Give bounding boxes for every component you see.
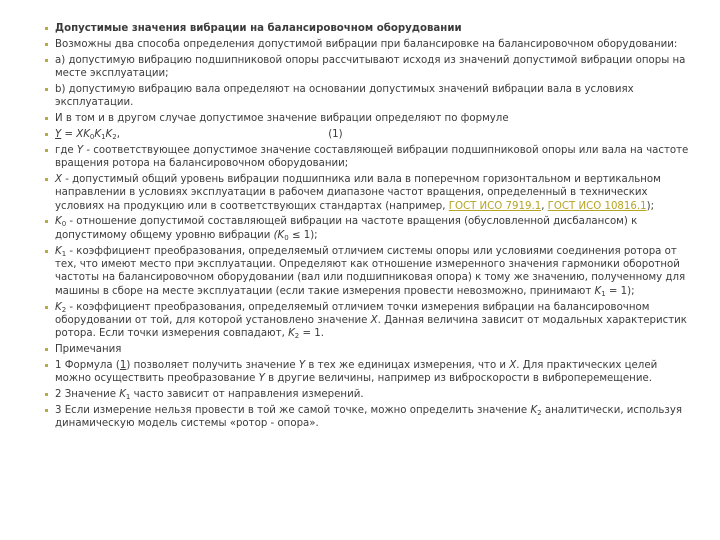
k0-sub: 0 (61, 220, 67, 229)
formula-eq: = (61, 128, 77, 140)
list-item (45, 404, 690, 431)
formula-y: Y (55, 128, 62, 140)
bullet-icon (45, 348, 48, 351)
note2-sub: 1 (125, 393, 131, 402)
formula-item (45, 128, 690, 141)
note1-y2: Y (258, 373, 265, 385)
bullet-icon (45, 149, 48, 152)
k2-def-text: - коэффициент преобразования, определяемый отличием точки измерения вибрации на балансировочном оборудовании от той, для которой установлено значение (55, 301, 650, 327)
notes-heading: Примечания (55, 344, 122, 356)
var-k0: K (55, 216, 62, 228)
formula-intro-text: И в том и в другом случае допустимое значение вибрации определяют по формуле (55, 113, 509, 124)
method-b-text: b) допустимую вибрацию вала определяют на основании допустимых значений вибрации вала в условиях эксплуатации. (55, 83, 634, 109)
formula-k1: K (94, 128, 102, 140)
note3-sub: 2 (537, 409, 542, 418)
k1-def-text: - коэффициент преобразования, определяемый отличием системы опоры или условиями соединения ротора от тех, что имеют место при эксплуатации. Определяют как отношение измеренного значения гармоники оборотной частоты на балансировочном оборудовании (вал или подшипниковая опора) к тому же значению, полученному для машины в сборе на месте эксплуатации (если такие измерения провести невозможно, принимают (55, 245, 686, 297)
link-separator: , (541, 200, 548, 212)
bullet-icon (45, 250, 48, 253)
k2-eq-sub: 2 (294, 332, 300, 341)
k2-sub: 2 (61, 305, 67, 314)
list-item (45, 83, 690, 110)
bullet-icon (45, 27, 48, 30)
k1-sub: 1 (61, 249, 67, 258)
var-y: Y (76, 144, 84, 156)
k2-def-text2: . Данная величина зависит от модальных характеристик ротора. Если точки измерения совпадают, (55, 315, 687, 340)
note1-text: ) позволяет получить значение (126, 360, 299, 372)
note3-var: K (530, 405, 538, 417)
formula-k2: K (105, 128, 113, 140)
var-k1: K (55, 245, 62, 257)
k0-paren: (K (273, 229, 285, 241)
list-item (45, 359, 690, 386)
var-k2: K (55, 301, 62, 313)
list-item (45, 54, 690, 81)
list-item (45, 38, 690, 51)
list-item (45, 112, 690, 125)
k0-def-text: - отношение допустимой составляющей вибрации на частоте вращения (обусловленной дисбалансом) к допустимому общему уровню вибрации (55, 216, 638, 241)
note1-text2: в тех же единицах измерения, что и (305, 360, 510, 372)
formula-k2-sub: 2 (112, 132, 117, 141)
k2-eq-end: = 1. (299, 328, 324, 340)
note1-text4: в другие величины, например из виброскорости в виброперемещение. (264, 373, 652, 385)
note3-text: 3 Если измерение нельзя провести в той же самой точке, можно определить значение (55, 405, 531, 417)
formula-number: (1) (328, 128, 343, 140)
list-item (45, 343, 690, 356)
x-def-text: - допустимый общий уровень вибрации подшипника или вала в поперечном горизонтальном и вертикальном направлении в условиях эксплуатации в рабочем диапазоне частот вращения, определенный в технических условиях на продукцию или в соответствующих стандартах (например, (55, 173, 661, 212)
bullet-list (45, 22, 690, 431)
list-item (45, 144, 690, 171)
formula-tail: , (116, 128, 120, 140)
formula-ref-link[interactable]: 1 (119, 360, 127, 372)
gost-10816-link[interactable]: ГОСТ ИСО 10816.1 (547, 200, 647, 212)
bullet-icon (45, 178, 48, 181)
k2-eq-var: K (288, 328, 295, 340)
x-def-end: ); (646, 200, 655, 212)
bullet-icon (45, 133, 48, 136)
k1-eq-var: K (594, 285, 602, 297)
bullet-icon (45, 306, 48, 309)
formula-k1-sub: 1 (101, 132, 106, 141)
bullet-icon (45, 117, 48, 120)
k2-x-var: X (370, 315, 378, 327)
bullet-icon (45, 220, 48, 223)
k1-eq-sub: 1 (601, 289, 606, 298)
note1-y: Y (298, 360, 306, 372)
note1-pre: 1 Формула ( (55, 360, 120, 372)
list-item (45, 388, 690, 401)
list-item (45, 173, 690, 213)
list-item (45, 215, 690, 242)
bullet-icon (45, 409, 48, 412)
section-title: Допустимые значения вибрации на балансировочном оборудовании (55, 23, 462, 34)
methods-text: Возможны два способа определения допустимой вибрации при балансировке на балансировочном оборудовании: (55, 38, 678, 50)
list-item (45, 301, 690, 341)
var-x: X (55, 173, 62, 185)
list-item (45, 245, 690, 299)
note1-x: X (509, 360, 517, 372)
bullet-icon (45, 59, 48, 62)
note2-var: K (119, 389, 126, 401)
where-y-text: - соответствующее допустимое значение составляющей вибрации подшипниковой опоры или вала на частоте вращения ротора на балансировочном оборудовании; (55, 144, 689, 169)
bullet-icon (45, 88, 48, 91)
k0-paren-sub: 0 (284, 233, 289, 242)
bullet-icon (45, 393, 48, 396)
list-item (45, 22, 690, 35)
note3-text2: аналитически, используя динамическую модель системы «ротор - опора». (55, 405, 683, 430)
method-a-text: а) допустимую вибрацию подшипниковой опоры рассчитывают исходя из значений допустимой вибрации опоры на месте эксплуатации; (55, 54, 686, 79)
k0-paren-end: ≤ 1); (288, 229, 318, 241)
k1-eq-end: = 1); (605, 285, 635, 297)
bullet-icon (45, 43, 48, 46)
formula-xk: XK (76, 128, 90, 140)
formula-k0-sub: 0 (89, 132, 95, 141)
gost-7919-link[interactable]: ГОСТ ИСО 7919.1 (448, 200, 542, 212)
note1-text3: . Для практических целей можно осуществить преобразование (55, 360, 658, 385)
note2-text: часто зависит от направления измерений. (130, 389, 364, 401)
note2-pre: 2 Значение (55, 389, 120, 401)
where-prefix: где (55, 144, 77, 156)
bullet-icon (45, 364, 48, 367)
